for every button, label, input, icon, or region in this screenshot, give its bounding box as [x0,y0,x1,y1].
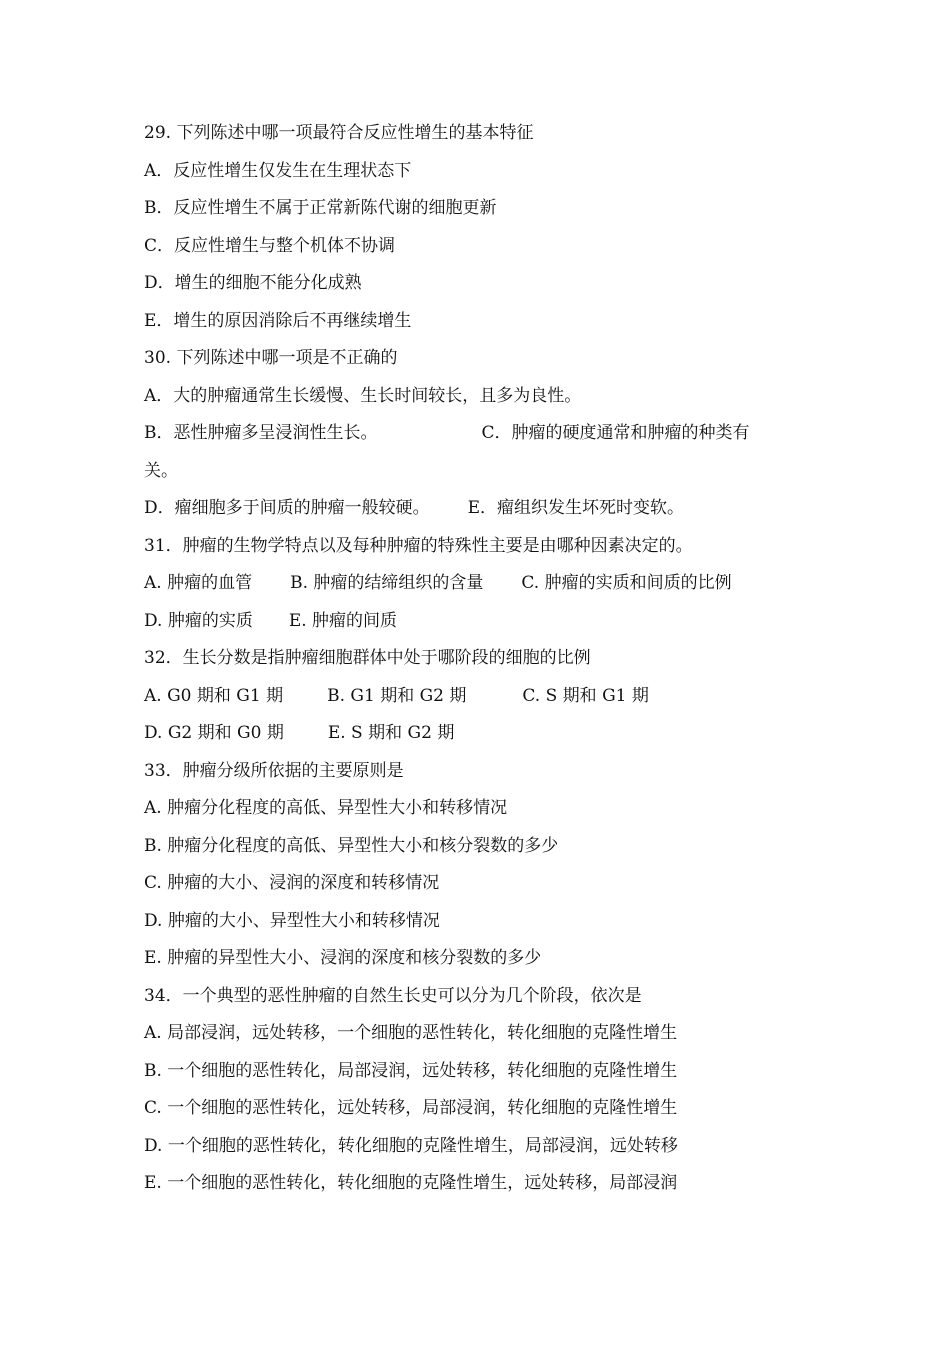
question-31-option-b: B. 肿瘤的结缔组织的含量 [290,573,484,593]
question-33-option-b: B. 肿瘤分化程度的高低、异型性大小和核分裂数的多少 [144,835,559,856]
question-32-option-a: A. G0 期和 G1 期 [144,685,284,706]
question-30-option-e: E．瘤组织发生坏死时变软。 [467,498,685,518]
question-30-option-c: C．肿瘤的硬度通常和肿瘤的种类有 [481,423,750,443]
question-31-option-a: A. 肿瘤的血管 [144,573,253,593]
question-31-option-d: D. 肿瘤的实质 [144,610,253,631]
question-30-option-d: D．瘤细胞多于间质的肿瘤一般较硬。 [144,498,430,518]
question-29-option-c: C．反应性增生与整个机体不协调 [144,235,396,256]
question-32-options-abc [144,681,814,719]
question-34-stem: 34．一个典型的恶性肿瘤的自然生长史可以分为几个阶段，依次是 [144,985,642,1006]
question-32-option-b: B. G1 期和 G2 期 [327,685,467,706]
question-29-stem: 29. 下列陈述中哪一项最符合反应性增生的基本特征 [144,123,534,143]
question-30-stem: 30. 下列陈述中哪一项是不正确的 [144,348,398,368]
question-32-stem: 32．生长分数是指肿瘤细胞群体中处于哪阶段的细胞的比例 [144,648,591,668]
question-32-option-d: D. G2 期和 G0 期 [144,723,284,743]
question-33-option-e: E. 肿瘤的异型性大小、浸润的深度和核分裂数的多少 [144,948,542,968]
question-list [144,118,814,1206]
question-34-option-d: D. 一个细胞的恶性转化，转化细胞的克隆性增生，局部浸润，远处转移 [144,1135,678,1156]
question-33-option-a: A. 肿瘤分化程度的高低、异型性大小和转移情况 [144,798,508,818]
question-34-option-c: C. 一个细胞的恶性转化，远处转移，局部浸润，转化细胞的克隆性增生 [144,1098,678,1118]
question-29-option-b: B．反应性增生不属于正常新陈代谢的细胞更新 [144,198,497,218]
question-30-option-b: B．恶性肿瘤多呈浸润性生长。 [144,423,378,443]
question-29-option-e: E．增生的原因消除后不再继续增生 [144,310,412,331]
question-29-option-a: A．反应性增生仅发生在生理状态下 [144,160,412,181]
question-31-option-e: E. 肿瘤的间质 [288,610,398,631]
question-30-option-c-continued: 关。 [144,460,178,481]
question-31-options-abc [144,568,814,606]
question-34-option-b: B. 一个细胞的恶性转化，局部浸润，远处转移，转化细胞的克隆性增生 [144,1060,678,1081]
question-33-option-c: C. 肿瘤的大小、浸润的深度和转移情况 [144,873,440,893]
question-30-options-de [144,493,814,531]
question-32-option-c: C. S 期和 G1 期 [522,685,649,706]
question-33-stem: 33．肿瘤分级所依据的主要原则是 [144,760,404,781]
question-30-option-a: A．大的肿瘤通常生长缓慢、生长时间较长，且多为良性。 [144,385,582,406]
question-31-stem: 31．肿瘤的生物学特点以及每种肿瘤的特殊性主要是由哪种因素决定的。 [144,535,693,556]
question-34-option-e: E. 一个细胞的恶性转化，转化细胞的克隆性增生，远处转移，局部浸润 [144,1173,678,1193]
question-31-option-c: C. 肿瘤的实质和间质的比例 [521,573,732,593]
question-34-option-a: A. 局部浸润，远处转移，一个细胞的恶性转化，转化细胞的克隆性增生 [144,1023,678,1043]
question-32-option-e: E. S 期和 G2 期 [327,723,455,743]
question-29-option-d: D．增生的细胞不能分化成熟 [144,273,362,293]
question-32-options-de [144,718,814,756]
question-33-option-d: D. 肿瘤的大小、异型性大小和转移情况 [144,910,440,931]
question-30-options-bc [144,418,814,456]
question-31-options-de [144,606,814,644]
